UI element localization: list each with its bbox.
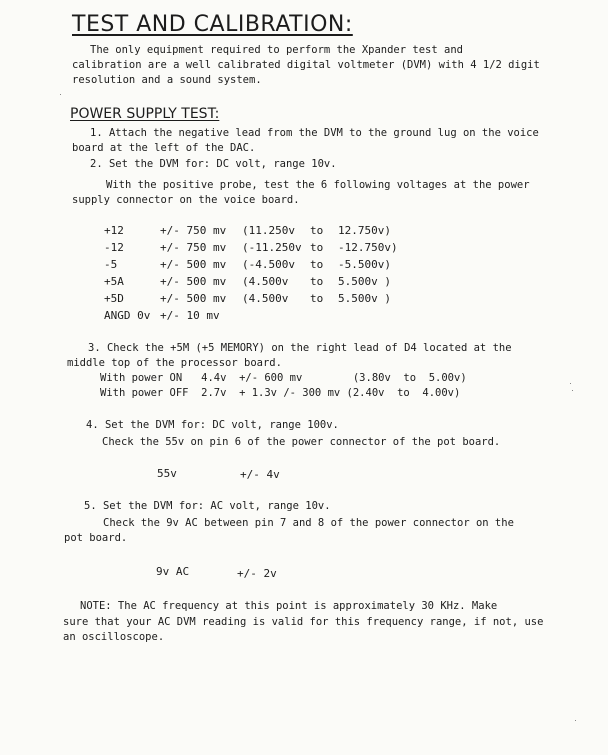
voltage-name: -5 [104, 258, 118, 271]
step3-power-off: With power OFF 2.7v + 1.3v /- 300 mv (2.40v to 4.00v) [100, 387, 461, 399]
step5-line-3: pot board. [64, 532, 128, 544]
page-title: TEST AND CALIBRATION: [72, 12, 353, 37]
table-row [104, 256, 428, 273]
scan-speck [60, 94, 61, 95]
voltage-max [338, 307, 428, 324]
voltage-min: (11.250v [242, 224, 295, 237]
intro-line-2: calibration are a well calibrated digital voltmeter (DVM) with 4 1/2 digit [72, 59, 540, 71]
table-row [104, 290, 428, 307]
voltage-max: 5.500v ) [338, 292, 391, 305]
step4-value: 55v [157, 467, 177, 480]
voltage-name: ANGD 0v [104, 309, 151, 322]
step5-line-2: Check the 9v AC between pin 7 and 8 of the power connector on the [103, 517, 514, 529]
note-line-3: an oscilloscope. [63, 631, 165, 643]
step3-line-1: 3. Check the +5M (+5 MEMORY) on the right lead of D4 located at the [88, 342, 512, 354]
step1-line-1: 1. Attach the negative lead from the DVM to the ground lug on the voice [90, 127, 539, 139]
voltage-tolerance: +/- 500 mv [160, 292, 227, 305]
step2-line-1: 2. Set the DVM for: DC volt, range 10v. [90, 158, 337, 170]
voltage-max: -12.750v) [338, 241, 398, 254]
voltage-to: to [310, 258, 324, 271]
voltage-to: to [310, 224, 324, 237]
table-row [104, 273, 428, 290]
step4-line-1: 4. Set the DVM for: DC volt, range 100v. [86, 419, 339, 431]
scan-speck [572, 390, 573, 391]
table-row [104, 222, 428, 239]
scan-speck [570, 383, 571, 384]
voltage-min: (-11.250v [242, 241, 302, 254]
intro-line-3: resolution and a sound system. [72, 74, 262, 86]
voltage-name: -12 [104, 241, 124, 254]
voltage-tolerance: +/- 750 mv [160, 241, 227, 254]
section-title: POWER SUPPLY TEST: [70, 106, 220, 122]
step2-line-3: supply connector on the voice board. [72, 194, 300, 206]
step1-line-2: board at the left of the DAC. [72, 142, 256, 154]
voltage-tolerance: +/- 10 mv [160, 309, 220, 322]
voltage-tolerance: +/- 750 mv [160, 224, 227, 237]
note-line-2: sure that your AC DVM reading is valid for this frequency range, if not, use [63, 616, 544, 628]
voltage-max: 5.500v ) [338, 275, 391, 288]
table-row [104, 239, 428, 256]
voltage-to: to [310, 275, 324, 288]
step2-line-2: With the positive probe, test the 6 following voltages at the power [106, 179, 530, 191]
voltage-tolerance: +/- 500 mv [160, 275, 227, 288]
step4-tolerance: +/- 4v [240, 468, 280, 481]
voltage-name: +5D [104, 292, 124, 305]
step3-line-2: middle top of the processor board. [67, 357, 282, 369]
intro-line-1: The only equipment required to perform the Xpander test and [90, 44, 463, 56]
voltage-to: to [310, 241, 324, 254]
voltage-to [310, 307, 338, 324]
table-row [104, 307, 428, 324]
scan-speck [575, 720, 576, 721]
voltage-table [104, 222, 428, 324]
step5-value: 9v AC [156, 565, 190, 578]
voltage-to: to [310, 292, 324, 305]
step5-tolerance: +/- 2v [237, 567, 277, 580]
step5-line-1: 5. Set the DVM for: AC volt, range 10v. [84, 500, 331, 512]
voltage-tolerance: +/- 500 mv [160, 258, 227, 271]
voltage-min: (-4.500v [242, 258, 295, 271]
voltage-min [242, 307, 310, 324]
voltage-name: +12 [104, 224, 124, 237]
voltage-min: (4.500v [242, 275, 289, 288]
note-line-1: NOTE: The AC frequency at this point is approximately 30 KHz. Make [80, 600, 498, 612]
voltage-name: +5A [104, 275, 124, 288]
voltage-max: 12.750v) [338, 224, 391, 237]
step4-line-2: Check the 55v on pin 6 of the power connector of the pot board. [102, 436, 501, 448]
step3-power-on: With power ON 4.4v +/- 600 mv (3.80v to 5.00v) [100, 372, 467, 384]
voltage-min: (4.500v [242, 292, 289, 305]
voltage-max: -5.500v) [338, 258, 391, 271]
